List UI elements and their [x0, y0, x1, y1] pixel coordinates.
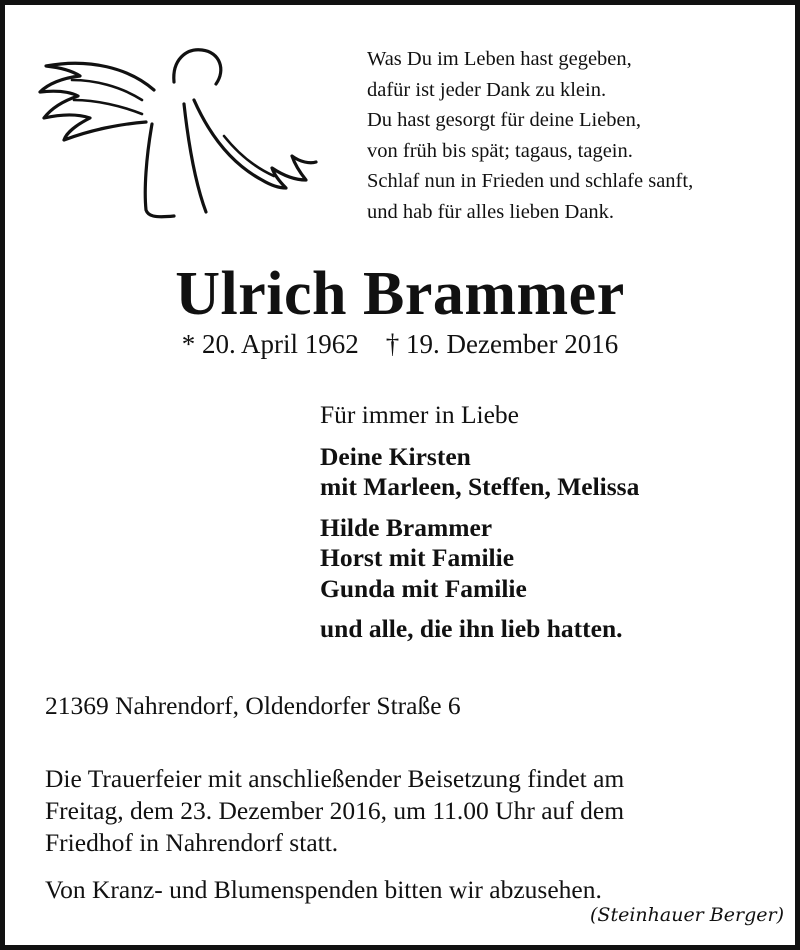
- signature: (Steinhauer Berger): [590, 904, 784, 926]
- mourner-group: [320, 513, 780, 605]
- mourners-intro: Für immer in Liebe: [320, 400, 519, 429]
- ceremony-line: Die Trauerfeier mit anschließender Beisetzung findet am: [45, 764, 625, 793]
- poem-line: Schlaf nun in Frieden und schlafe sanft,: [367, 170, 694, 193]
- poem-line: Was Du im Leben hast gegeben,: [367, 48, 632, 70]
- life-dates: * 20. April 1962 † 19. Dezember 2016: [181, 329, 619, 359]
- mourner-line: Horst mit Familie: [320, 543, 515, 572]
- mourner-line: mit Marleen, Steffen, Melissa: [320, 472, 640, 501]
- poem-line: von früh bis spät; tagaus, tagein.: [367, 139, 633, 162]
- poem-line: dafür ist jeder Dank zu klein.: [367, 78, 607, 101]
- ceremony-line: Freitag, dem 23. Dezember 2016, um 11.00 Uhr auf dem: [45, 796, 625, 825]
- poem-line: und hab für alles lieben Dank.: [367, 200, 615, 223]
- mourners-closing: und alle, die ihn lieb hatten.: [320, 614, 623, 643]
- mourner-group: [320, 442, 780, 503]
- address: 21369 Nahrendorf, Oldendorfer Straße 6: [45, 691, 461, 720]
- mourners-block: [320, 400, 780, 645]
- poem: [367, 44, 787, 228]
- mourner-line: Gunda mit Familie: [320, 573, 527, 603]
- poem-line: Du hast gesorgt für deine Lieben,: [367, 109, 642, 132]
- deceased-name: Ulrich Brammer: [175, 260, 625, 328]
- ceremony-line: Friedhof in Nahrendorf statt.: [45, 828, 339, 857]
- mourner-line: Hilde Brammer: [320, 512, 493, 542]
- ceremony-info: [45, 763, 765, 859]
- flower-request: Von Kranz- und Blumenspenden bitten wir abzusehen.: [45, 875, 602, 904]
- angel-icon: [34, 40, 324, 230]
- mourner-line: Deine Kirsten: [320, 441, 471, 471]
